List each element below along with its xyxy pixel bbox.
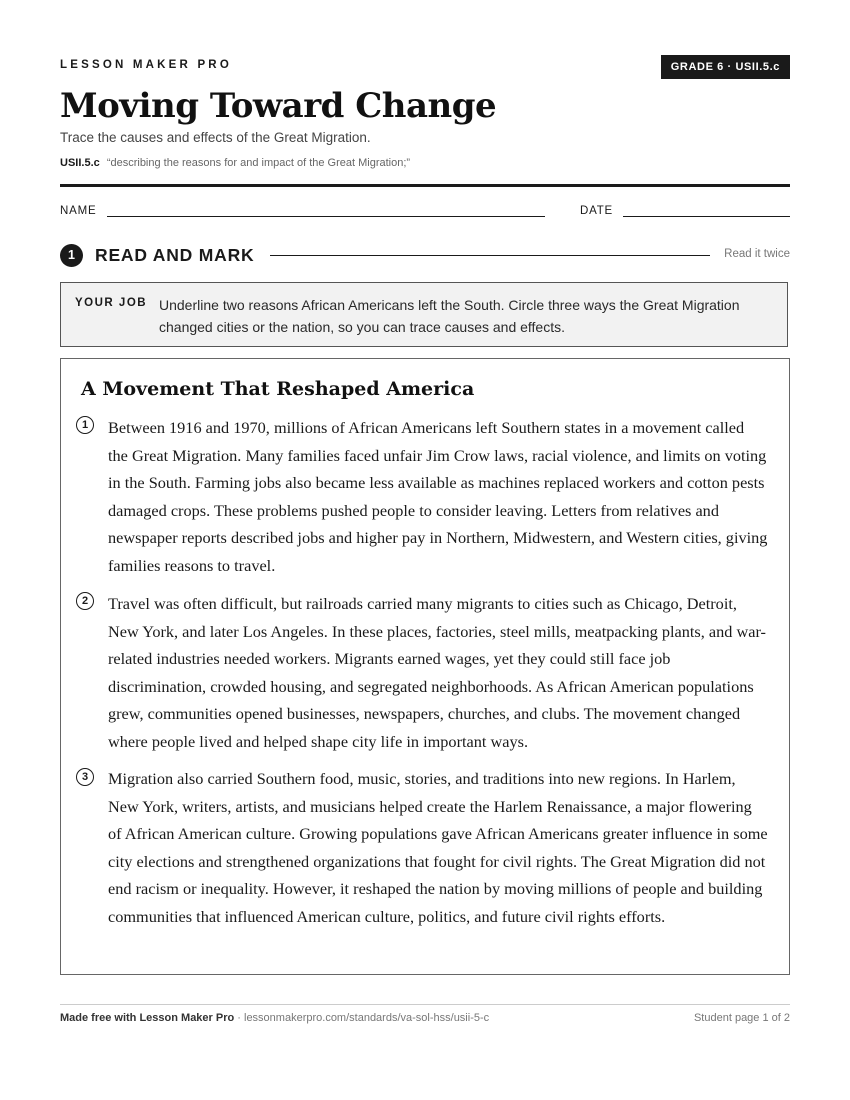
reading-paragraph-2[interactable]: Travel was often difficult, but railroads carried many migrants to cities such as Chicago, Detroit, New York, and later Los Angeles. In these places, factories, steel mills, meatpacking plants, and war-related industries needed workers. Migrants earned wages, yet they could still face job discrimination, crowded housing, and segregated neighborhoods. As African American populations grew, communities opened businesses, newspapers, churches, and clubs. The movement changed where people lived and helped shape city life in important ways. <box>108 594 766 751</box>
reading-passage-box <box>60 358 790 975</box>
footer-url[interactable]: lessonmakerpro.com/standards/va-sol-hss/usii-5-c <box>244 1012 490 1024</box>
your-job-box <box>60 282 788 347</box>
paragraph-number-3: 3 <box>76 768 94 786</box>
section-divider <box>270 255 710 256</box>
your-job-instructions: Underline two reasons African Americans left the South. Circle three ways the Great Migration changed cities or the nation, so you can trace causes and effects. <box>159 297 740 335</box>
grade-badge: GRADE 6 · USII.5.c <box>661 55 790 79</box>
footer-page-number: Student page 1 of 2 <box>693 1012 790 1024</box>
standard-line <box>60 157 410 169</box>
paragraph-number-1: 1 <box>76 416 94 434</box>
standard-code: USII.5.c <box>60 157 100 169</box>
standard-text: “describing the reasons for and impact of the Great Migration;” <box>106 157 411 169</box>
date-field[interactable] <box>623 216 790 217</box>
page-title: Moving Toward Change <box>60 86 497 126</box>
paragraph-number-2: 2 <box>76 592 94 610</box>
name-label: NAME <box>60 205 97 217</box>
header-divider <box>60 184 790 187</box>
reading-paragraph-1[interactable]: Between 1916 and 1970, millions of African Americans left Southern states in a movement called the Great Migration. Many families faced unfair Jim Crow laws, racial violence, and limits on voting in the South. Farming jobs also became less available as machines replaced workers and cotton pests damaged crops. These problems pushed people to consider leaving. Letters from relatives and newspaper reports described jobs and higher pay in Northern, Midwestern, and Western cities, giving families reasons to travel. <box>108 418 768 575</box>
date-label: DATE <box>580 205 614 217</box>
footer-made-with: Made free with Lesson Maker Pro <box>60 1012 235 1024</box>
page-subtitle: Trace the causes and effects of the Great Migration. <box>60 130 371 145</box>
name-field[interactable] <box>107 216 545 217</box>
footer-divider <box>60 1004 790 1005</box>
reading-title: A Movement That Reshaped America <box>81 378 475 400</box>
reading-paragraph-3[interactable]: Migration also carried Southern food, music, stories, and traditions into new regions. In Harlem, New York, writers, artists, and musicians helped create the Harlem Renaissance, a major flowering of African American culture. Growing populations gave African Americans greater influence in some city elections and strengthened organizations that fought for civil rights. The Great Migration did not end racism or inequality. However, it reshaped the nation by moving millions of people and building communities that influenced American culture, politics, and future civil rights efforts. <box>108 769 768 926</box>
section-note: Read it twice <box>724 248 790 260</box>
brand-name: LESSON MAKER PRO <box>60 59 232 71</box>
your-job-label: YOUR JOB <box>75 297 148 309</box>
footer-separator: · <box>234 1012 244 1024</box>
footer-credit <box>60 1012 489 1024</box>
section-title: READ AND MARK <box>95 245 255 265</box>
section-number-badge: 1 <box>60 244 83 267</box>
